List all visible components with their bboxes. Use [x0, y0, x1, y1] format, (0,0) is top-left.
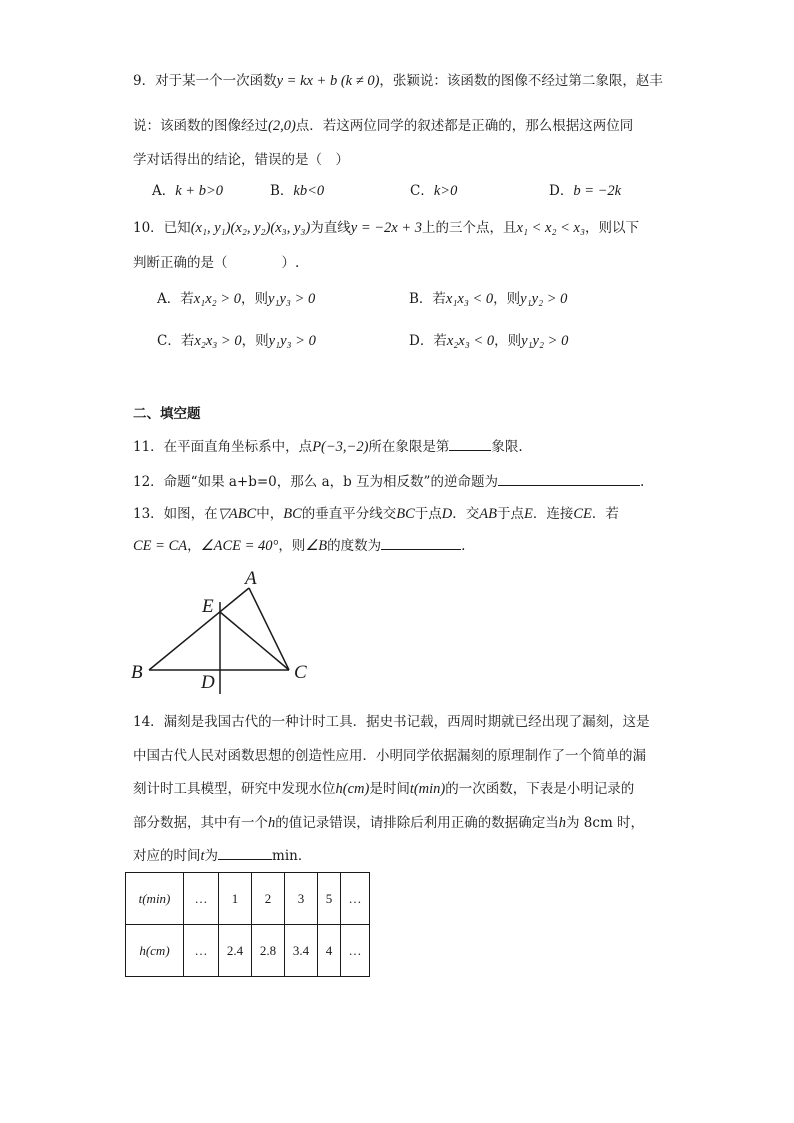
segment-ec [220, 612, 289, 670]
q9-point: (2,0) [268, 118, 296, 134]
label-a: A [245, 568, 257, 589]
q14-data-table [125, 872, 370, 977]
label-d: D [201, 672, 215, 693]
q9-text: ，张颖说：该函数的图像不经过第二象限，赵丰 [379, 73, 663, 89]
section-heading-fill-blank: 二、填空题 [133, 406, 201, 422]
segment-ac [249, 588, 289, 670]
q10-line2: 判断正确的是（ ）. [133, 255, 300, 271]
table-row-h [126, 925, 370, 977]
q10-line-equation: y = −2x + 3 [350, 220, 423, 236]
q10-condition: x₁ < x₂ < x₃ [516, 220, 586, 236]
q13-triangle-figure [125, 560, 335, 700]
table-cell: 4 [318, 925, 341, 977]
q12-line: 12．命题“如果 a+b=0，那么 a，b 互为相反数”的逆命题为 . [133, 471, 644, 492]
table-header-h: h(cm) [126, 925, 184, 977]
q9-option-b: B．kb<0 [270, 183, 325, 199]
q11-point: P(−3,−2) [312, 439, 369, 455]
table-cell: … [184, 873, 219, 925]
q12-answer-blank[interactable] [498, 471, 640, 486]
q9-text: 9．对于某一个一次函数 [133, 73, 277, 89]
table-header-t: t(min) [126, 873, 184, 925]
table-cell: 2.8 [252, 925, 285, 977]
q11-answer-blank[interactable] [449, 436, 491, 451]
q9-text: 点．若这两位同学的叙述都是正确的，那么根据这两位同 [295, 118, 634, 134]
q10-option-b: B．若x₁x₃ < 0，则y₁y₂ > 0 [409, 291, 568, 307]
table-row-t [126, 873, 370, 925]
q14-line1: 14．漏刻是我国古代的一种计时工具．据史书记载，西周时期就已经出现了漏刻，这是 [133, 714, 650, 730]
table-cell: … [184, 925, 219, 977]
label-c: C [294, 662, 307, 683]
q9-option-a: A．k + b>0 [152, 183, 224, 199]
table-cell: 3.4 [285, 925, 318, 977]
q14-line3: 刻计时工具模型，研究中发现水位h(cm)是时间t(min)的一次函数，下表是小明记录的 [133, 781, 635, 797]
q10-line1: 10．已知(x₁, y₁)(x₂, y₂)(x₃, y₃)为直线y = −2x + 3上的三个点，且x₁ < x₂ < x₃，则以下 [133, 220, 640, 236]
q9-function: y = kx + b (k ≠ 0) [276, 73, 380, 89]
table-cell: 1 [219, 873, 252, 925]
q14-line5: 对应的时间t为 min． [133, 845, 311, 866]
q9-text: 说：该函数的图像经过 [133, 118, 268, 134]
q9-option-d: D．b = −2k [549, 183, 622, 199]
label-e: E [202, 596, 214, 617]
q13-line1: 13．如图，在▽ABC中，BC的垂直平分线交BC于点D．交AB于点E．连接CE．若 [133, 506, 619, 522]
q9-line1 [133, 71, 663, 91]
q10-option-c: C．若x₂x₃ > 0，则y₁y₃ > 0 [157, 333, 316, 349]
q9-option-c: C．k>0 [410, 183, 458, 199]
table-cell: 5 [318, 873, 341, 925]
q13-answer-blank[interactable] [381, 535, 461, 550]
q10-option-a: A．若x₁x₂ > 0，则y₁y₃ > 0 [157, 291, 316, 307]
q14-line4: 部分数据，其中有一个h的值记录错误，请排除后利用正确的数据确定当h为 8cm 时， [133, 815, 645, 831]
label-b: B [131, 662, 143, 683]
segment-ba [149, 588, 249, 670]
q13-line2: CE = CA，∠ACE = 40°，则∠B的度数为 . [133, 535, 465, 556]
table-cell: 3 [285, 873, 318, 925]
table-cell: … [341, 873, 370, 925]
q11-line: 11．在平面直角坐标系中，点P(−3,−2)所在象限是第 象限. [133, 436, 523, 457]
table-cell: … [341, 925, 370, 977]
q10-option-d: D．若x₂x₃ < 0，则y₁y₂ > 0 [409, 333, 569, 349]
table-cell: 2.4 [219, 925, 252, 977]
q9-line2 [133, 116, 633, 136]
q14-answer-blank[interactable] [218, 845, 272, 860]
q14-line2: 中国古代人民对函数思想的创造性应用．小明同学依据漏刻的原理制作了一个简单的漏 [133, 748, 646, 764]
q10-points: (x₁, y₁)(x₂, y₂)(x₃, y₃) [190, 220, 311, 236]
q9-line3: 学对话得出的结论，错误的是（ ） [133, 152, 349, 168]
table-cell: 2 [252, 873, 285, 925]
